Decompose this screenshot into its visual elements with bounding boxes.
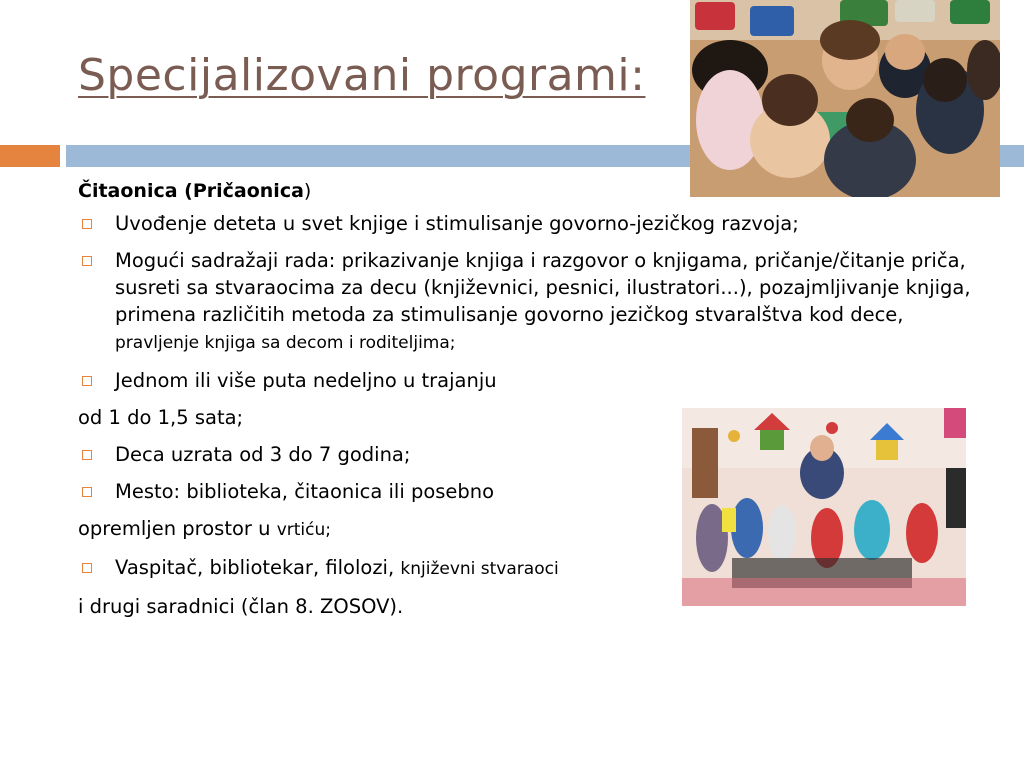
list-item-text: Deca uzrata od 3 do 7 godina; [115,443,411,466]
section-heading-name: Čitaonica (Pričaonica [78,180,304,202]
list-item-text: opremljen prostor u [78,517,277,540]
list-item [78,247,978,357]
list-item [78,478,978,505]
list-item-text: Mogući sadražaji rada: prikazivanje knjiga i razgovor o knjigama, pričanje/čitanje priča, susreti sa stvaraocima za decu (književnici, pesnici, ilustratori...), pozajmljivanje knjiga, primena različitih metoda za stimulisanje govorno jezičkog stvaralštva kod dece, [115,249,971,326]
list-item [78,367,978,394]
list-item-text: Jednom ili više puta nedeljno u trajanju [115,369,497,392]
children-reading-photo [690,0,1000,197]
list-item-text: Mesto: biblioteka, čitaonica ili posebno [115,480,495,503]
list-item-text-small: pravljenje knjiga sa decom i roditeljima; [115,333,456,353]
list-item-text: Vaspitač, bibliotekar, filolozi, [115,556,401,579]
page-title: Specijalizovani programi: [78,50,646,101]
content-area [78,178,978,630]
list-item [78,441,978,468]
list-item [78,210,978,237]
list-item-continuation [78,515,978,544]
list-item [78,554,978,583]
accent-bar-orange [0,145,60,167]
list-item-text-small: vrtiću; [276,520,331,540]
section-heading [78,178,978,204]
section-heading-tail: ) [303,180,312,202]
list-item-text: od 1 do 1,5 sata; [78,406,244,429]
list-item-continuation [78,404,978,431]
list-item-continuation [78,593,978,620]
list-item-text: Uvođenje deteta u svet knjige i stimulisanje govorno-jezičkog razvoja; [115,212,799,235]
list-item-text: i drugi saradnici (član 8. ZOSOV). [78,595,404,618]
list-item-text-small: književni stvaraoci [400,559,559,579]
